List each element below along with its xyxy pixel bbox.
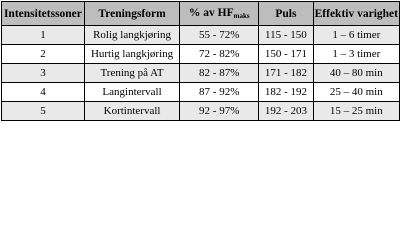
cell-duration: 40 – 80 min [313,64,399,83]
header-hf-label: % av HF [188,7,234,19]
cell-zone: 3 [2,64,85,83]
cell-hf-percent: 82 - 87% [180,64,259,83]
header-training-form: Treningsform [84,2,179,26]
table-row [2,83,400,102]
cell-hf-percent: 92 - 97% [180,102,259,121]
table-row [2,26,400,45]
cell-pulse: 115 - 150 [259,26,313,45]
cell-pulse: 182 - 192 [259,83,313,102]
header-hf-subscript: maks [233,12,250,20]
cell-hf-percent: 87 - 92% [180,83,259,102]
cell-duration: 1 – 3 timer [313,45,399,64]
cell-pulse: 150 - 171 [259,45,313,64]
cell-zone: 5 [2,102,85,121]
cell-training-form: Langintervall [84,83,179,102]
cell-duration: 1 – 6 timer [313,26,399,45]
cell-training-form: Kortintervall [84,102,179,121]
training-zones-table [1,1,400,121]
header-pulse: Puls [259,2,313,26]
cell-zone: 4 [2,83,85,102]
header-effective-duration: Effektiv varighet [313,2,399,26]
cell-duration: 25 – 40 min [313,83,399,102]
table-row [2,64,400,83]
table-row [2,45,400,64]
cell-pulse: 192 - 203 [259,102,313,121]
cell-training-form: Hurtig langkjøring [84,45,179,64]
cell-training-form: Rolig langkjøring [84,26,179,45]
cell-pulse: 171 - 182 [259,64,313,83]
table-row [2,102,400,121]
cell-hf-percent: 72 - 82% [180,45,259,64]
cell-zone: 1 [2,26,85,45]
cell-training-form: Trening på AT [84,64,179,83]
cell-zone: 2 [2,45,85,64]
header-hf-max-percent [180,2,259,26]
header-intensity-zones: Intensitetssoner [2,2,85,26]
cell-hf-percent: 55 - 72% [180,26,259,45]
table-header-row [2,2,400,26]
training-zones-table-container [1,1,400,121]
cell-duration: 15 – 25 min [313,102,399,121]
